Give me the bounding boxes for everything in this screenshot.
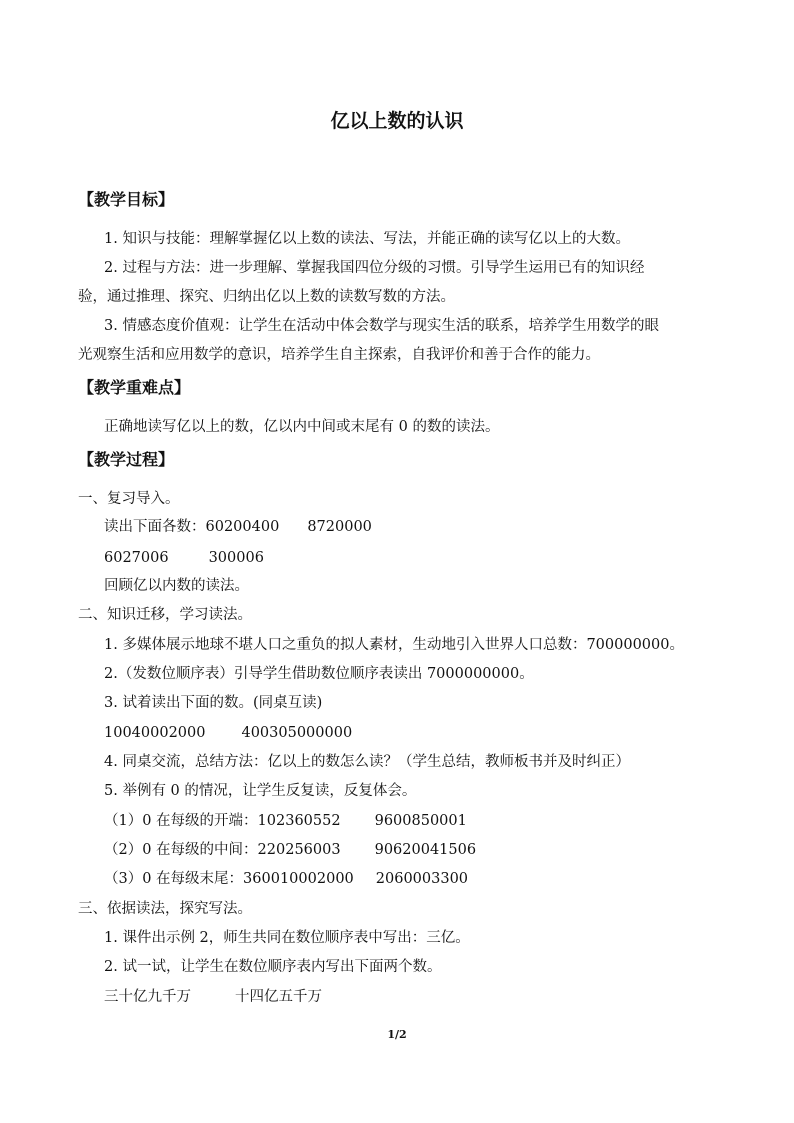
part1-read-label: 读出下面各数：60200400 <box>104 519 280 535</box>
goal-item-3-line-1: 3. 情感态度价值观：让学生在活动中体会数学与现实生活的联系，培养学生用数学的眼 <box>104 318 659 334</box>
part1-read-number-4: 300006 <box>208 550 264 566</box>
part1-read-number-3: 6027006 <box>104 550 169 566</box>
part1-title: 一、复习导入。 <box>78 491 180 507</box>
part3-step-2: 2. 试一试，让学生在数位顺序表内写出下面两个数。 <box>104 959 442 975</box>
part2-step-3-number-1: 10040002000 <box>104 725 206 741</box>
part1-read-line-2 <box>104 548 264 568</box>
zero-case-1 <box>104 811 467 831</box>
part2-title: 二、知识迁移，学习读法。 <box>78 607 252 623</box>
part2-step-2: 2.（发数位顺序表）引导学生借助数位顺序表读出 7000000000。 <box>104 666 534 682</box>
part3-write-number-1: 三十亿九千万 <box>104 989 191 1005</box>
part2-step-3-numbers <box>104 723 352 743</box>
part2-step-3: 3. 试着读出下面的数。(同桌互读) <box>104 695 323 711</box>
zero-case-2 <box>104 840 476 860</box>
zero-case-3-number-2: 2060003300 <box>375 871 469 887</box>
part3-title: 三、依据读法，探究写法。 <box>78 901 252 917</box>
zero-case-3-label: （3）0 在每级末尾：360010002000 <box>104 871 354 887</box>
part3-step-1: 1. 课件出示例 2，师生共同在数位顺序表中写出：三亿。 <box>104 930 470 946</box>
part1-read-number-2: 8720000 <box>307 519 372 535</box>
part1-review: 回顾亿以内数的读法。 <box>104 578 249 594</box>
goal-item-1: 1. 知识与技能：理解掌握亿以上数的读法、写法，并能正确的读写亿以上的大数。 <box>104 231 630 247</box>
zero-case-1-label: （1）0 在每级的开端：102360552 <box>104 813 341 829</box>
key-points-heading: 【教学重难点】 <box>78 378 191 397</box>
zero-case-1-number-2: 9600850001 <box>374 813 467 829</box>
part3-write-numbers <box>104 987 322 1007</box>
key-points-text: 正确地读写亿以上的数，亿以内中间或末尾有 0 的数的读法。 <box>104 419 500 435</box>
page-number: 1/2 <box>387 1028 407 1041</box>
part3-write-number-2: 十四亿五千万 <box>235 989 322 1005</box>
goal-item-2-line-1: 2. 过程与方法：进一步理解、掌握我国四位分级的习惯。引导学生运用已有的知识经 <box>104 260 645 276</box>
goal-item-2-line-2: 验，通过推理、探究、归纳出亿以上数的读数写数的方法。 <box>78 289 455 305</box>
document-title: 亿以上数的认识 <box>330 110 464 132</box>
part2-step-3-number-2: 400305000000 <box>241 725 353 741</box>
goals-heading: 【教学目标】 <box>78 190 175 209</box>
part2-step-4: 4. 同桌交流，总结方法：亿以上的数怎么读？（学生总结，教师板书并及时纠正） <box>104 754 630 770</box>
process-heading: 【教学过程】 <box>78 450 175 469</box>
zero-case-3 <box>104 869 468 889</box>
part1-read-line <box>104 517 372 537</box>
part2-step-1: 1. 多媒体展示地球不堪人口之重负的拟人素材，生动地引入世界人口总数：700000000。 <box>104 637 684 653</box>
part2-step-5: 5. 举例有 0 的情况，让学生反复读，反复体会。 <box>104 783 417 799</box>
goal-item-3-line-2: 光观察生活和应用数学的意识，培养学生自主探索，自我评价和善于合作的能力。 <box>78 347 600 363</box>
zero-case-2-number-2: 90620041506 <box>374 842 477 858</box>
zero-case-2-label: （2）0 在每级的中间：220256003 <box>104 842 341 858</box>
